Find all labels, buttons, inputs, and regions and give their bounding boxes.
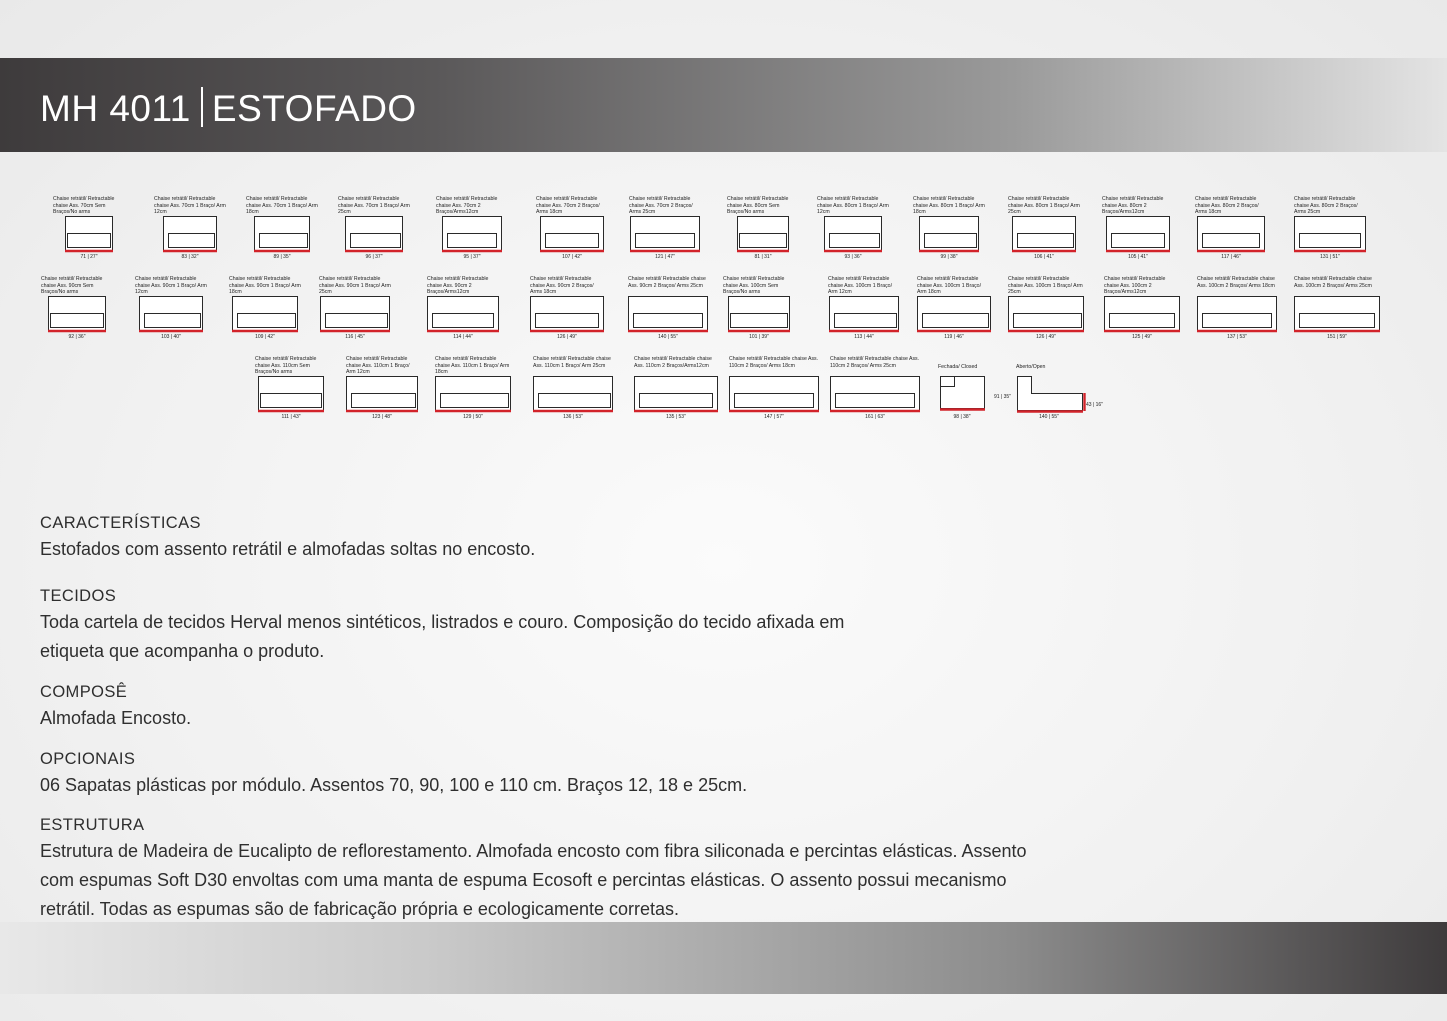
module-dimensions: 135 | 53" — [666, 414, 686, 420]
module-dimensions: 161 | 63" — [865, 414, 885, 420]
module-dimensions: 113 | 44" — [854, 334, 874, 340]
module-drawing — [1197, 294, 1277, 334]
chaise-depth-dimensions: 43 | 16" — [1086, 402, 1103, 408]
chaise-view-caption: Fechada/ Closed — [938, 364, 978, 370]
module-dimensions: 136 | 53" — [563, 414, 583, 420]
section-estrutura — [40, 815, 1060, 924]
module-drawing — [1294, 214, 1366, 254]
sofa-module — [319, 276, 391, 342]
module-caption: Chaise retrátil/ Retractable chaise Ass. 110cm 1 Braço/ Arm 25cm — [533, 356, 611, 369]
module-drawing — [628, 294, 708, 334]
module-caption: Chaise retrátil/ Retractable chaise Ass. 70cm 2 Braços/Arms12cm — [436, 196, 498, 215]
module-caption: Chaise retrátil/ Retractable chaise Ass. 80cm 2 Braços/Arms12cm — [1102, 196, 1164, 215]
sofa-module — [1294, 196, 1366, 262]
module-dimensions: 105 | 41" — [1128, 254, 1148, 260]
module-drawing — [629, 214, 701, 254]
module-drawing — [913, 214, 985, 254]
sofa-module — [533, 356, 613, 422]
section-heading: TECIDOS — [40, 587, 117, 605]
sofa-module — [338, 196, 410, 262]
module-dimensions: 147 | 57" — [764, 414, 784, 420]
sofa-module — [135, 276, 207, 342]
module-caption: Chaise retrátil/ Retractable chaise Ass. 70cm 1 Braço/ Arm 12cm — [154, 196, 226, 215]
section-compose — [40, 682, 1060, 733]
module-caption: Chaise retrátil/ Retractable chaise Ass. 80cm 2 Braços/ Arms 18cm — [1195, 196, 1259, 215]
module-drawing — [1294, 294, 1380, 334]
sofa-module — [1195, 196, 1267, 262]
sofa-module — [723, 276, 795, 342]
section-body: Estrutura de Madeira de Eucalipto de reflorestamento. Almofada encosto com fibra siliconada e percintas elásticas. Assento com espumas Soft D30 envoltas com uma manta de espuma Ecosoft e percintas elásticas. O assento possui mecanismo retrátil. Todas as espumas são de fabricação própria e ecologicamente corretas. — [40, 841, 1027, 919]
module-caption: Chaise retrátil/ Retractable chaise Ass. 70cm 1 Braço/ Arm 18cm — [246, 196, 318, 215]
module-caption: Chaise retrátil/ Retractable chaise Ass. 70cm 2 Braços/ Arms 18cm — [536, 196, 600, 215]
module-caption: Chaise retrátil/ Retractable chaise Ass. 90cm 2 Braços/ Arms 18cm — [530, 276, 594, 295]
module-caption: Chaise retrátil/ Retractable chaise Ass. 80cm 1 Braço/ Arm 18cm — [913, 196, 985, 215]
product-name: ESTOFADO — [211, 88, 417, 129]
module-drawing — [727, 214, 799, 254]
module-dimensions: 95 | 37" — [463, 254, 481, 260]
title-separator — [201, 87, 203, 127]
module-drawing — [729, 374, 819, 414]
module-drawing — [817, 214, 889, 254]
sofa-module — [1197, 276, 1277, 342]
module-caption: Chaise retrátil/ Retractable chaise Ass. 100cm 2 Braços/ Arms 25cm — [1294, 276, 1372, 289]
module-dimensions: 109 | 42" — [255, 334, 275, 340]
module-dimensions: 92 | 36" — [68, 334, 86, 340]
module-caption: Chaise retrátil/ Retractable chaise Ass. 80cm 1 Braço/ Arm 25cm — [1008, 196, 1080, 215]
sofa-module — [817, 196, 889, 262]
module-caption: Chaise retrátil/ Retractable chaise Ass. 100cm Sem Braços/No arms — [723, 276, 785, 295]
sofa-module — [629, 196, 701, 262]
module-drawing — [246, 214, 318, 254]
module-dimensions: 126 | 49" — [557, 334, 577, 340]
module-dimensions: 83 | 32" — [181, 254, 199, 260]
module-caption: Chaise retrátil/ Retractable chaise Ass. 90cm 1 Braço/ Arm 12cm — [135, 276, 207, 295]
sofa-module — [913, 196, 985, 262]
module-dimensions: 117 | 46" — [1221, 254, 1241, 260]
module-dimensions: 119 | 46" — [944, 334, 964, 340]
module-caption: Chaise retrátil/ Retractable chaise Ass. 80cm Sem Braços/No arms — [727, 196, 789, 215]
sofa-module — [427, 276, 499, 342]
module-dimensions: 125 | 49" — [1132, 334, 1152, 340]
module-drawing — [255, 374, 327, 414]
module-dimensions: 106 | 41" — [1034, 254, 1054, 260]
sofa-module — [1102, 196, 1174, 262]
module-caption: Chaise retrátil/ Retractable chaise Ass. 100cm 2 Braços/ Arms 18cm — [1197, 276, 1275, 289]
module-dimensions: 126 | 49" — [1036, 334, 1056, 340]
sofa-module — [246, 196, 318, 262]
module-dimensions: 101 | 39" — [749, 334, 769, 340]
module-caption: Chaise retrátil/ Retractable chaise Ass. 110cm 1 Braço/ Arm 18cm — [435, 356, 510, 375]
sofa-module — [53, 196, 125, 262]
module-drawing — [319, 294, 391, 334]
module-drawing — [723, 294, 795, 334]
section-heading: COMPOSÊ — [40, 683, 128, 701]
module-drawing — [435, 374, 511, 414]
module-caption: Chaise retrátil/ Retractable chaise Ass. 110cm 2 Braços/Arms12cm — [634, 356, 712, 369]
module-caption: Chaise retrátil/ Retractable chaise Ass. 70cm 2 Braços/ Arms 25cm — [629, 196, 693, 215]
sofa-module — [727, 196, 799, 262]
section-tecidos — [40, 586, 880, 666]
sofa-module — [1008, 276, 1084, 342]
module-drawing — [830, 374, 920, 414]
sofa-module — [154, 196, 226, 262]
module-caption: Chaise retrátil/ Retractable chaise Ass. 100cm 1 Braço/ Arm 18cm — [917, 276, 982, 295]
module-dimensions: 96 | 37" — [365, 254, 383, 260]
module-caption: Chaise retrátil/ Retractable chaise Ass. 100cm 1 Braço/ Arm 25cm — [1008, 276, 1083, 295]
sofa-module — [346, 356, 418, 422]
module-dimensions: 89 | 35" — [273, 254, 291, 260]
module-drawing — [917, 294, 991, 334]
module-caption: Chaise retrátil/ Retractable chaise Ass. 90cm 2 Braços/Arms12cm — [427, 276, 489, 295]
sofa-module — [536, 196, 608, 262]
section-heading: OPCIONAIS — [40, 750, 136, 768]
section-heading: CARACTERÍSTICAS — [40, 514, 201, 532]
section-body: Estofados com assento retrátil e almofadas soltas no encosto. — [40, 539, 536, 559]
page-title — [40, 87, 417, 131]
module-drawing — [41, 294, 113, 334]
section-body: 06 Sapatas plásticas por módulo. Assentos 70, 90, 100 e 110 cm. Braços 12, 18 e 25cm. — [40, 775, 748, 795]
module-caption: Chaise retrátil/ Retractable chaise Ass. 110cm 1 Braço/ Arm 12cm — [346, 356, 410, 375]
section-caracteristicas — [40, 513, 1060, 564]
module-drawing — [229, 294, 301, 334]
module-caption: Chaise retrátil/ Retractable chaise Ass. 100cm 1 Braço/ Arm 12cm — [828, 276, 893, 295]
module-dimensions: 93 | 36" — [844, 254, 862, 260]
sofa-module — [628, 276, 708, 342]
module-caption: Chaise retrátil/ Retractable chaise Ass. 70cm Sem Braços/No arms — [53, 196, 115, 215]
sofa-module — [1104, 276, 1180, 342]
module-drawing — [828, 294, 900, 334]
module-drawing — [1104, 294, 1180, 334]
module-caption: Chaise retrátil/ Retractable chaise Ass. 70cm 1 Braço/ Arm 25cm — [338, 196, 410, 215]
module-drawing — [1195, 214, 1267, 254]
module-drawing — [1008, 214, 1080, 254]
module-caption: Chaise retrátil/ Retractable chaise Ass. 110cm 2 Braços/ Arms 18cm — [729, 356, 819, 369]
module-dimensions: 131 | 51" — [1320, 254, 1340, 260]
module-dimensions: 116 | 45" — [345, 334, 365, 340]
module-dimensions: 99 | 38" — [940, 254, 958, 260]
chaise-view-drawing — [1016, 364, 1096, 414]
section-opcionais — [40, 749, 1060, 800]
module-dimensions: 129 | 50" — [463, 414, 483, 420]
sofa-module — [255, 356, 327, 422]
sofa-module — [828, 276, 900, 342]
module-caption: Chaise retrátil/ Retractable chaise Ass. 90cm Sem Braços/No arms — [41, 276, 103, 295]
module-drawing — [634, 374, 718, 414]
module-dimensions: 151 | 59" — [1327, 334, 1347, 340]
module-drawing — [135, 294, 207, 334]
module-caption: Chaise retrátil/ Retractable chaise Ass. 90cm 1 Braço/ Arm 18cm — [229, 276, 301, 295]
module-dimensions: 123 | 48" — [372, 414, 392, 420]
sofa-module — [729, 356, 819, 422]
chaise-depth-dimensions: 91 | 35" — [994, 394, 1011, 400]
module-dimensions: 121 | 47" — [655, 254, 675, 260]
module-drawing — [436, 214, 508, 254]
sofa-module — [435, 356, 511, 422]
chaise-width-dimensions: 140 | 55" — [1039, 414, 1059, 420]
module-drawing — [338, 214, 410, 254]
module-dimensions: 71 | 27" — [80, 254, 98, 260]
module-drawing — [346, 374, 418, 414]
module-caption: Chaise retrátil/ Retractable chaise Ass. 80cm 1 Braço/ Arm 12cm — [817, 196, 889, 215]
section-body: Almofada Encosto. — [40, 708, 192, 728]
footer-bar — [0, 922, 1447, 994]
section-heading: ESTRUTURA — [40, 816, 145, 834]
module-dimensions: 111 | 43" — [281, 414, 301, 420]
module-dimensions: 107 | 42" — [562, 254, 582, 260]
sofa-module — [1008, 196, 1080, 262]
model-code: MH 4011 — [40, 88, 191, 129]
sofa-module — [530, 276, 604, 342]
module-dimensions: 81 | 31" — [754, 254, 772, 260]
module-caption: Chaise retrátil/ Retractable chaise Ass. 100cm 2 Braços/Arms12cm — [1104, 276, 1166, 295]
module-drawing — [154, 214, 226, 254]
module-drawing — [427, 294, 499, 334]
module-caption: Chaise retrátil/ Retractable chaise Ass. 90cm 1 Braço/ Arm 25cm — [319, 276, 391, 295]
module-dimensions: 114 | 44" — [453, 334, 473, 340]
chaise-view-caption: Aberto/Open — [1016, 364, 1046, 370]
module-drawing — [1102, 214, 1174, 254]
module-caption: Chaise retrátil/ Retractable chaise Ass. 90cm 2 Braços/ Arms 25cm — [628, 276, 706, 289]
module-caption: Chaise retrátil/ Retractable chaise Ass. 110cm 2 Braços/ Arms 25cm — [830, 356, 920, 369]
chaise-width-dimensions: 98 | 38" — [953, 414, 971, 420]
module-drawing — [1008, 294, 1084, 334]
sofa-module — [41, 276, 113, 342]
sofa-module — [917, 276, 991, 342]
module-drawing — [530, 294, 604, 334]
sofa-module — [229, 276, 301, 342]
chaise-open-view — [1016, 364, 1126, 426]
chaise-open-outline — [1018, 377, 1083, 411]
sofa-module — [436, 196, 508, 262]
chaise-view-drawing — [938, 364, 1018, 414]
module-drawing — [533, 374, 613, 414]
module-dimensions: 140 | 55" — [658, 334, 678, 340]
module-drawing — [536, 214, 608, 254]
sofa-module — [830, 356, 920, 422]
chaise-closed-outline — [941, 377, 985, 409]
module-caption: Chaise retrátil/ Retractable chaise Ass. 80cm 2 Braços/ Arms 25cm — [1294, 196, 1358, 215]
sofa-module — [1294, 276, 1380, 342]
module-drawing — [53, 214, 125, 254]
module-caption: Chaise retrátil/ Retractable chaise Ass. 110cm Sem Braços/No arms — [255, 356, 317, 375]
sofa-module — [634, 356, 718, 422]
module-dimensions: 103 | 40" — [161, 334, 181, 340]
section-body: Toda cartela de tecidos Herval menos sintéticos, listrados e couro. Composição do tecido afixada em etiqueta que acompanha o produto. — [40, 612, 845, 661]
module-dimensions: 137 | 53" — [1227, 334, 1247, 340]
